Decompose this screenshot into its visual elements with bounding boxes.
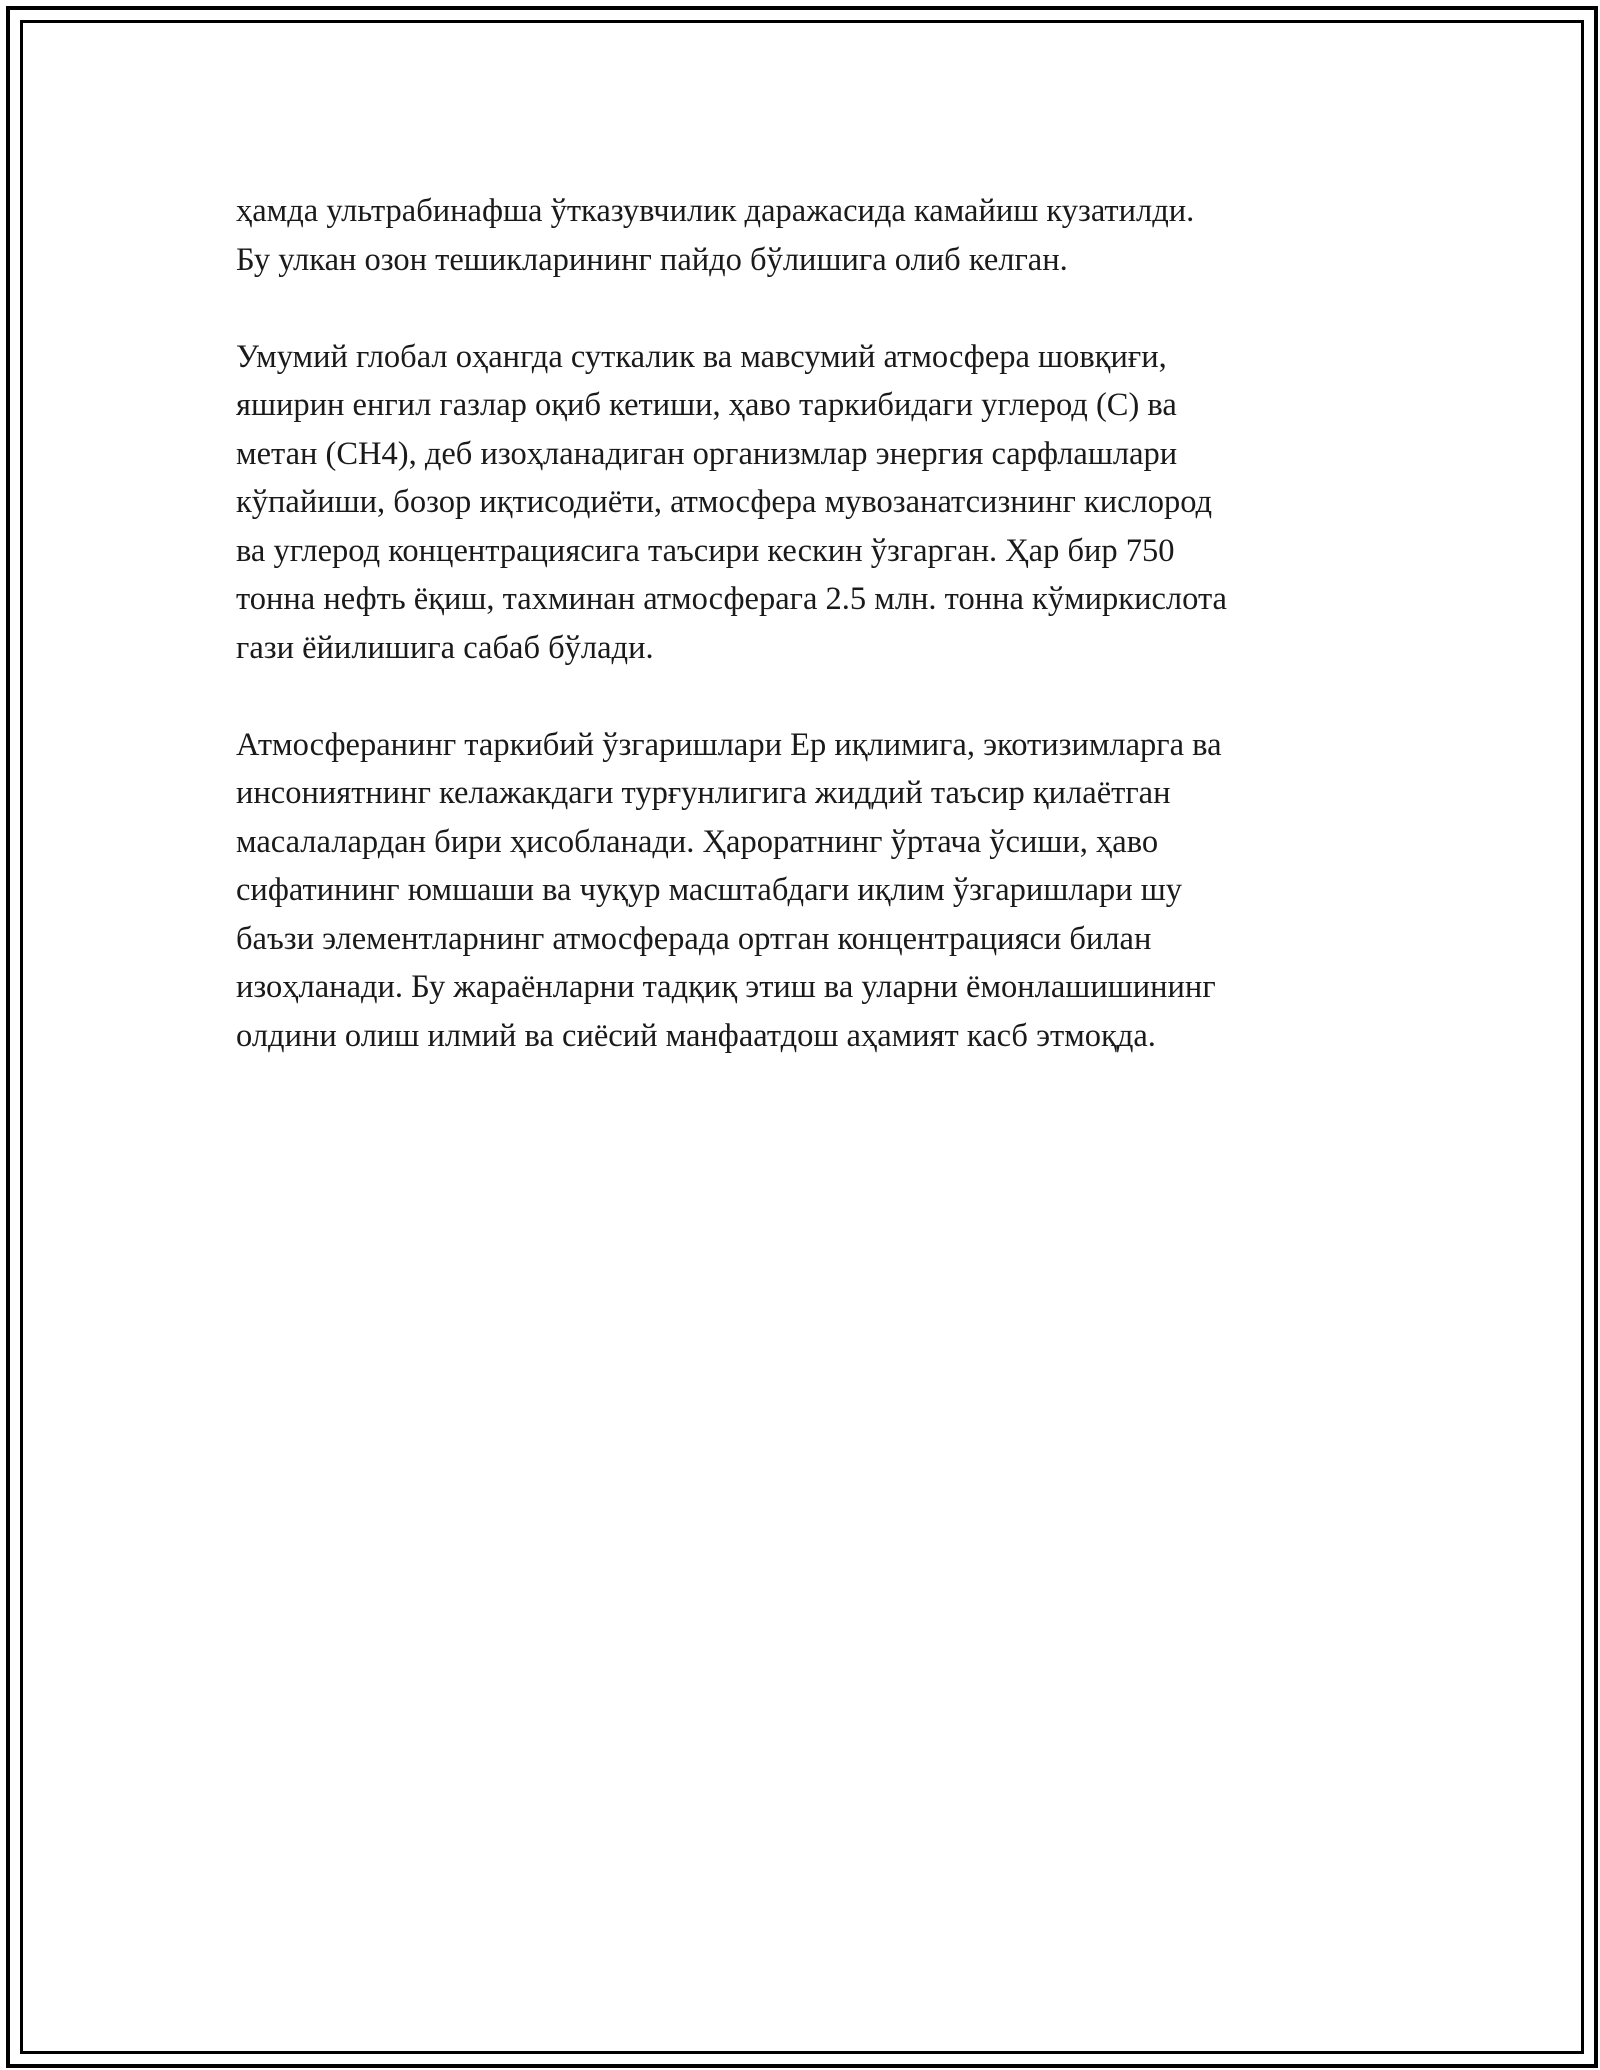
text-line: яширин енгил газлар оқиб кетиши, ҳаво таркибидаги углерод (С) ва [236, 387, 1177, 423]
text-line: Умумий глобал оҳангда суткалик ва мавсумий атмосфера шовқиғи, [236, 338, 1167, 375]
text-line: масалалардан бири ҳисобланади. Ҳароратнинг ўртача ўсиши, ҳаво [236, 823, 1159, 860]
paragraph-1 [236, 187, 1396, 284]
text-line: сифатининг юмшаши ва чуқур масштабдаги иқлим ўзгаришлари шу [236, 872, 1183, 908]
text-line: гази ёйилишига сабаб бўлади. [236, 629, 654, 666]
text-line: баъзи элементларнинг атмосферада ортган концентрацияси билан [236, 920, 1152, 957]
text-line: ва углерод концентрациясига таъсири кескин ўзгарган. Ҳар бир 750 [236, 532, 1175, 569]
text-line: изоҳланади. Бу жараёнларни тадқиқ этиш ва уларни ёмонлашишининг [236, 969, 1216, 1005]
text-line: олдини олиш илмий ва сиёсий манфаатдош аҳамият касб этмоқда. [236, 1017, 1156, 1054]
document-body [236, 187, 1396, 1060]
text-line: ҳамда ультрабинафша ўтказувчилик даражасида камайиш кузатилди. [236, 193, 1195, 229]
text-line: метан (СН4), деб изоҳланадиган организмлар энергия сарфлашлари [236, 435, 1178, 472]
text-line: Атмосферанинг таркибий ўзгаришлари Ер иқлимига, экотизимларга ва [236, 726, 1222, 763]
paragraph-3 [236, 721, 1396, 1061]
paragraph-2 [236, 333, 1396, 673]
text-line: инсониятнинг келажакдаги турғунлигига жиддий таъсир қилаётган [236, 775, 1171, 811]
text-line: кўпайиши, бозор иқтисодиёти, атмосфера мувозанатсизнинг кислород [236, 484, 1213, 520]
text-line: Бу улкан озон тешикларининг пайдо бўлишига олиб келган. [236, 241, 1068, 278]
text-line: тонна нефть ёқиш, тахминан атмосферага 2.5 млн. тонна кўмиркислота [236, 581, 1227, 617]
